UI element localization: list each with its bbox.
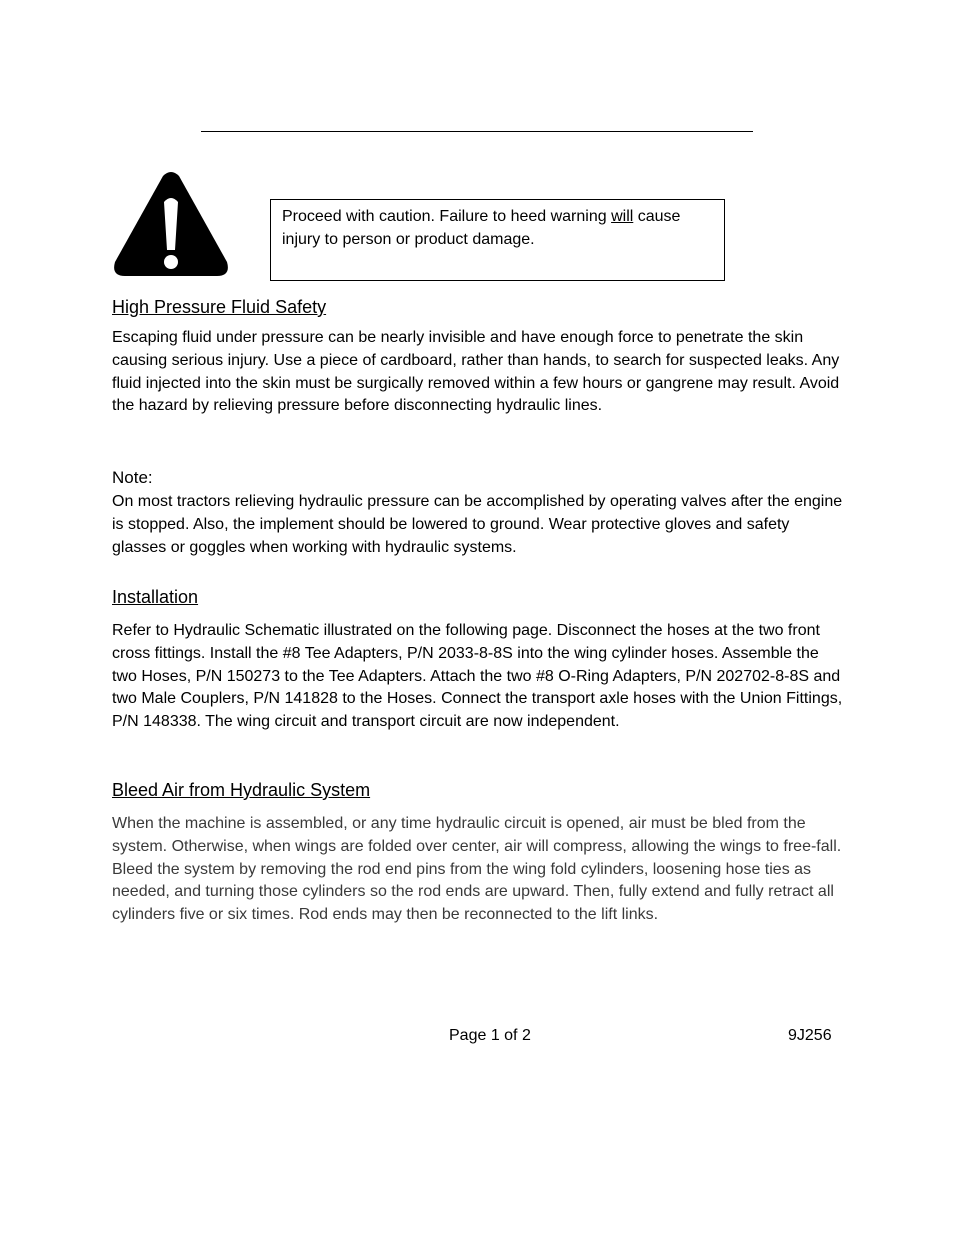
caution-text: Proceed with caution. Failure to heed warning: [282, 208, 612, 225]
bleed-air-heading: Bleed Air from Hydraulic System: [112, 780, 371, 800]
caution-box: [270, 199, 725, 281]
installation-heading: Installation: [112, 587, 199, 607]
high-pressure-body: Escaping fluid under pressure can be nearly invisible and have enough force to penetrate the skin causing serious injury. Use a piece of cardboard, rather than hands, to search for suspected leaks. Any fluid injected into the skin must be surgically removed within a few hours or gangrene may result. Avoid the hazard by relieving pressure before disconnecting hydraulic lines.: [112, 329, 840, 415]
document-code: 9J256: [788, 1027, 832, 1044]
caution-text-end: cause injury to person or product damage.: [282, 208, 681, 248]
top-rule: [201, 131, 753, 132]
bleed-air-body: When the machine is assembled, or any time hydraulic circuit is opened, air must be bled from the system. Otherwise, when wings are folded over center, air will compress, allowing the wings to free-fall. Bleed the system by removing the rod end pins from the wing fold cylinders, loosening hose ties as needed, and turning those cylinders so the rod ends are upward. Then, fully extend and fully retract all cylinders five or six times. Rod ends may then be reconnected to the lift links.: [112, 815, 842, 924]
caution-emphasis: will: [611, 208, 634, 225]
page-number: Page 1 of 2: [449, 1027, 531, 1044]
note-body: On most tractors relieving hydraulic pressure can be accomplished by operating valves after the engine is stopped. Also, the implement should be lowered to ground. Wear protective gloves and safety glasses or goggles when working with hydraulic systems.: [112, 493, 843, 556]
installation-body: Refer to Hydraulic Schematic illustrated on the following page. Disconnect the hoses at the two front cross fittings. Install the #8 Tee Adapters, P/N 2033-8-8S into the wing cylinder hoses. Assemble the two Hoses, P/N 150273 to the Tee Adapters. Attach the two #8 O-Ring Adapters, P/N 202702-8-8S and two Male Couplers, P/N 141828 to the Hoses. Connect the transport axle hoses with the Union Fittings, P/N 148338. The wing circuit and transport circuit are now independent.: [112, 622, 843, 731]
note-heading: Note:: [112, 468, 153, 487]
high-pressure-heading: High Pressure Fluid Safety: [112, 297, 327, 317]
warning-triangle-icon: [111, 170, 231, 278]
